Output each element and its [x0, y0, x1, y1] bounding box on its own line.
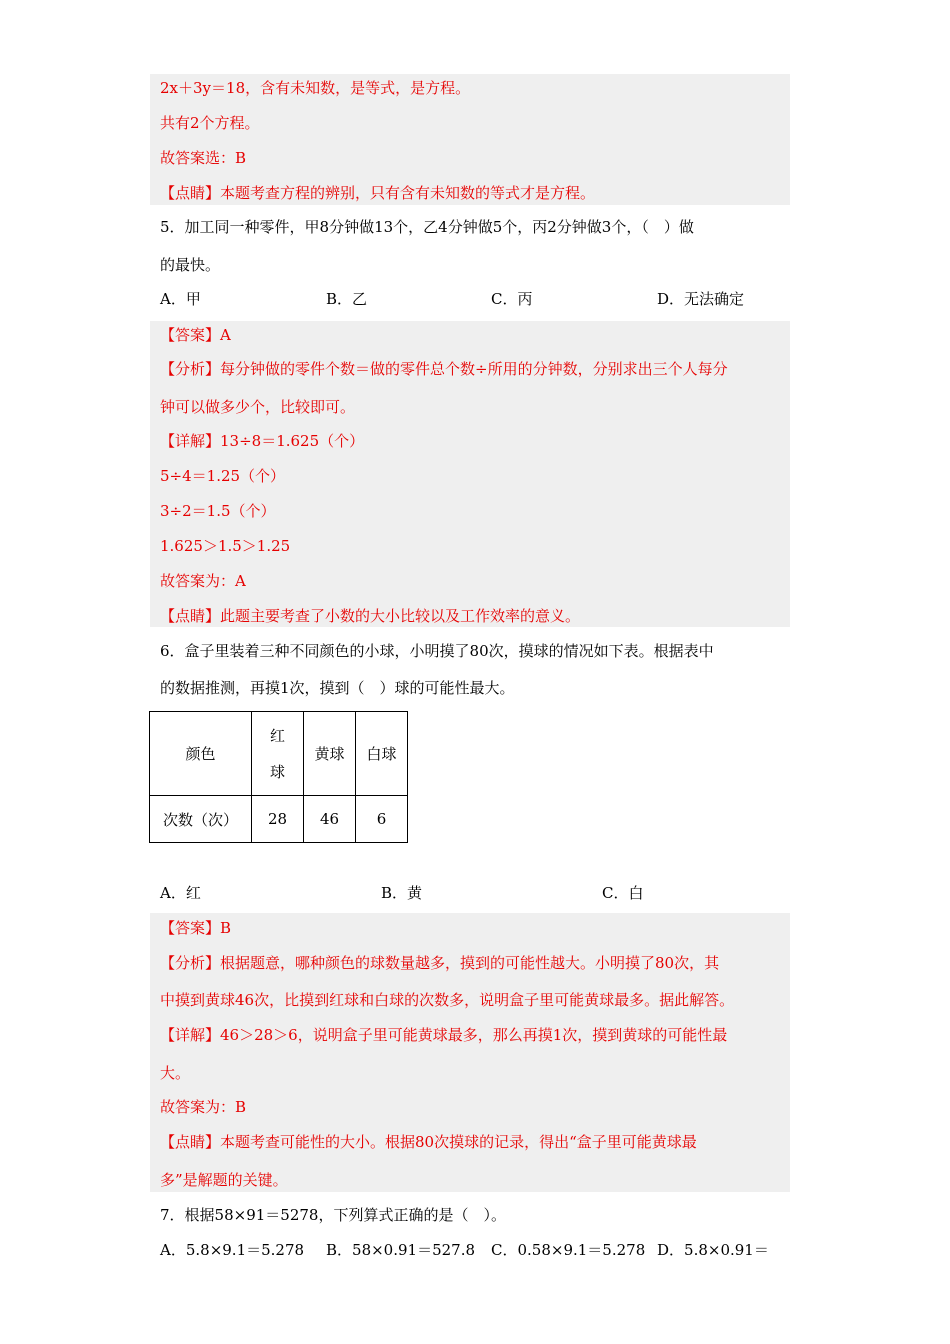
- q5-stem-cont: 的最快。: [160, 256, 221, 274]
- header-red-ball-bottom: 球: [269, 762, 285, 781]
- red-count: 28: [252, 796, 304, 843]
- q7-option-d: D．5.8×0.91＝: [657, 1241, 769, 1259]
- q6-option-c: C．白: [602, 884, 644, 902]
- header-color-label: 颜色: [150, 712, 252, 796]
- header-red-ball-top: 红: [269, 726, 285, 745]
- q5-detail-line: 3÷2＝1.5（个）: [160, 502, 276, 520]
- q6-option-b: B．黄: [381, 884, 423, 902]
- header-yellow-ball: 黄球: [304, 712, 356, 796]
- q5-option-d: D．无法确定: [657, 290, 745, 308]
- prev-solution-line: 2x＋3y＝18，含有未知数，是等式，是方程。: [160, 79, 471, 97]
- q7-option-b: B．58×0.91＝527.8: [326, 1241, 476, 1259]
- header-red-ball: [252, 712, 304, 796]
- q5-final-answer: 故答案为：A: [160, 572, 246, 590]
- prev-solution-line: 共有2个方程。: [160, 114, 260, 132]
- prev-solution-note: 【点睛】本题考查方程的辨别，只有含有未知数的等式才是方程。: [160, 184, 596, 202]
- table-header-row: [150, 712, 408, 796]
- prev-solution-line: 故答案选：B: [160, 149, 247, 167]
- row-count-label: 次数（次）: [150, 796, 252, 843]
- q6-analysis: 【分析】根据题意，哪种颜色的球数量越多，摸到的可能性越大。小明摸了80次，其: [160, 954, 720, 972]
- yellow-count: 46: [304, 796, 356, 843]
- q6-detail: 【详解】46＞28＞6，说明盒子里可能黄球最多，那么再摸1次，摸到黄球的可能性最: [160, 1026, 728, 1044]
- q6-note-cont: 多”是解题的关键。: [160, 1171, 288, 1189]
- q6-final-answer: 故答案为：B: [160, 1098, 247, 1116]
- q6-answer: 【答案】B: [160, 919, 232, 937]
- q5-option-c: C．丙: [491, 290, 533, 308]
- q5-detail-line: 1.625＞1.5＞1.25: [160, 537, 291, 555]
- q6-note: 【点睛】本题考查可能性的大小。根据80次摸球的记录，得出“盒子里可能黄球最: [160, 1133, 697, 1151]
- q6-analysis-cont: 中摸到黄球46次，比摸到红球和白球的次数多，说明盒子里可能黄球最多。据此解答。: [160, 991, 735, 1009]
- q7-option-a: A．5.8×9.1＝5.278: [160, 1241, 305, 1259]
- q5-option-b: B．乙: [326, 290, 368, 308]
- q5-analysis: 【分析】每分钟做的零件个数＝做的零件总个数÷所用的分钟数，分别求出三个人每分: [160, 360, 728, 378]
- q5-option-a: A．甲: [160, 290, 201, 308]
- header-white-ball: 白球: [356, 712, 408, 796]
- q6-stem-cont: 的数据推测，再摸1次，摸到（ ）球的可能性最大。: [160, 679, 515, 697]
- q5-answer: 【答案】A: [160, 326, 231, 344]
- table-data-row: [150, 796, 408, 843]
- ball-count-table: [149, 711, 408, 843]
- q5-detail: 【详解】13÷8＝1.625（个）: [160, 432, 365, 450]
- q5-detail-line: 5÷4＝1.25（个）: [160, 467, 286, 485]
- q7-option-c: C．0.58×9.1＝5.278: [491, 1241, 646, 1259]
- q6-option-a: A．红: [160, 884, 201, 902]
- q5-analysis-cont: 钟可以做多少个，比较即可。: [160, 398, 356, 416]
- white-count: 6: [356, 796, 408, 843]
- q5-stem: 5．加工同一种零件，甲8分钟做13个，乙4分钟做5个，丙2分钟做3个，（ ）做: [160, 218, 694, 236]
- q7-stem: 7．根据58×91＝5278，下列算式正确的是（ ）。: [160, 1206, 506, 1224]
- q6-detail-cont: 大。: [160, 1064, 191, 1082]
- q6-stem: 6．盒子里装着三种不同颜色的小球，小明摸了80次，摸球的情况如下表。根据表中: [160, 642, 714, 660]
- q5-note: 【点睛】此题主要考查了小数的大小比较以及工作效率的意义。: [160, 607, 581, 625]
